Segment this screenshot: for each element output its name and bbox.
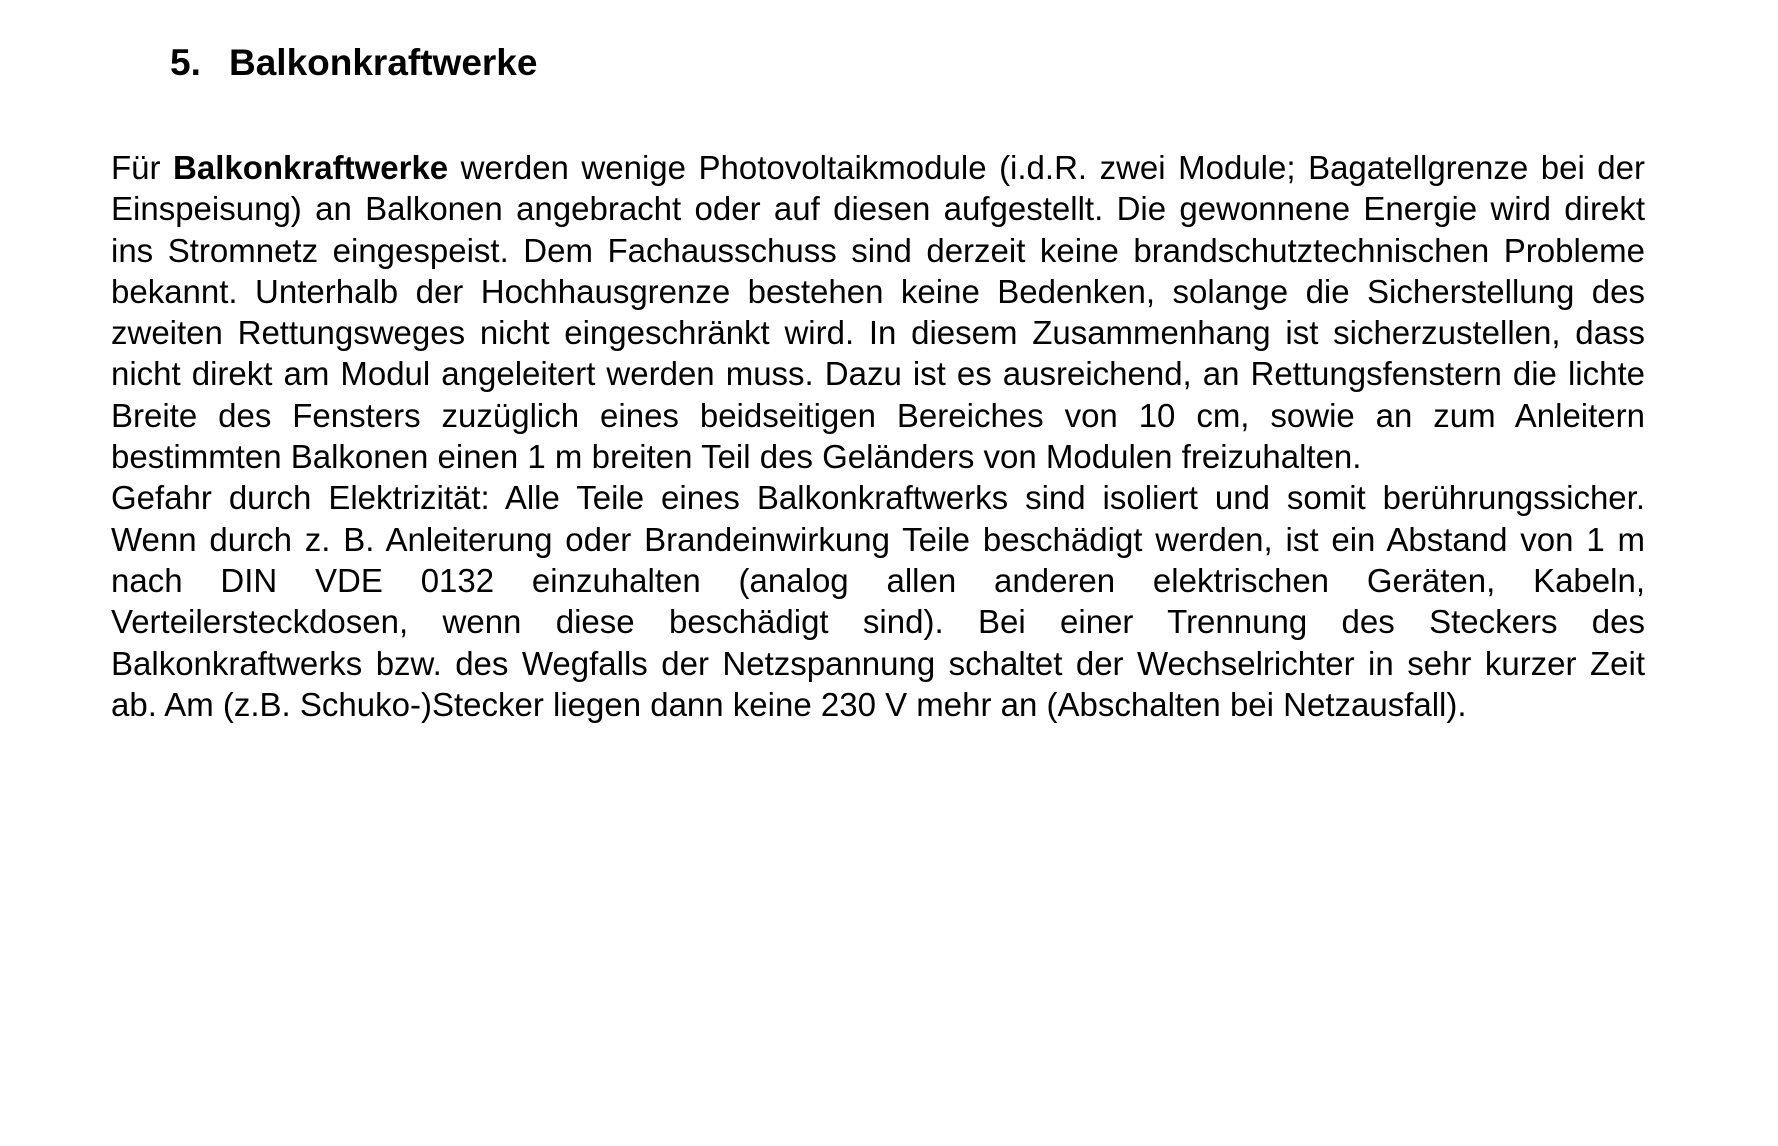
section-body — [111, 147, 1645, 725]
section-title: Balkonkraftwerke — [229, 42, 538, 83]
paragraph-intro-lead: Für — [111, 149, 174, 186]
paragraph-intro-bold-term: Balkonkraftwerke — [173, 149, 449, 186]
paragraph-electricity: Gefahr durch Elektrizität: Alle Teile eines Balkonkraftwerks sind isoliert und somit berührungssicher. Wenn durch z. B. Anleiterung oder Brandeinwirkung Teile beschädigt werden, ist ein Abstand von 1 m nach DIN VDE 0132 einzuhalten (analog allen anderen elektrischen Geräten, Kabeln, Verteilersteckdosen, wenn diese beschädigt sind). Bei einer Trennung des Steckers des Balkonkraftwerks bzw. des Wegfalls der Netzspannung schaltet der Wechselrichter in sehr kurzer Zeit ab. Am (z.B. Schuko-)Stecker liegen dann keine 230 V mehr an (Abschalten bei Netzausfall). — [111, 479, 1645, 723]
paragraph-intro-text: werden wenige Photovoltaikmodule (i.d.R. zwei Module; Bagatellgrenze bei der Einspeisung) an Balkonen angebracht oder auf diesen aufgestellt. Die gewonnene Energie wird direkt ins Stromnetz eingespeist. Dem Fachausschuss sind derzeit keine brandschutztechnischen Probleme bekannt. Unterhalb der Hochhausgrenze bestehen keine Bedenken, solange die Sicherstellung des zweiten Rettungsweges nicht eingeschränkt wird. In diesem Zusammenhang ist sicherzustellen, dass nicht direkt am Modul angeleitert werden muss. Dazu ist es ausreichend, an Rettungsfenstern die lichte Breite des Fensters zuzüglich eines beidseitigen Bereiches von 10 cm, sowie an zum Anleitern bestimmten Balkonen einen 1 m breiten Teil des Geländers von Modulen freizuhalten. — [111, 149, 1645, 476]
section-number: 5. — [170, 42, 201, 83]
paragraph-intro — [111, 147, 1645, 477]
section-heading — [170, 41, 537, 85]
